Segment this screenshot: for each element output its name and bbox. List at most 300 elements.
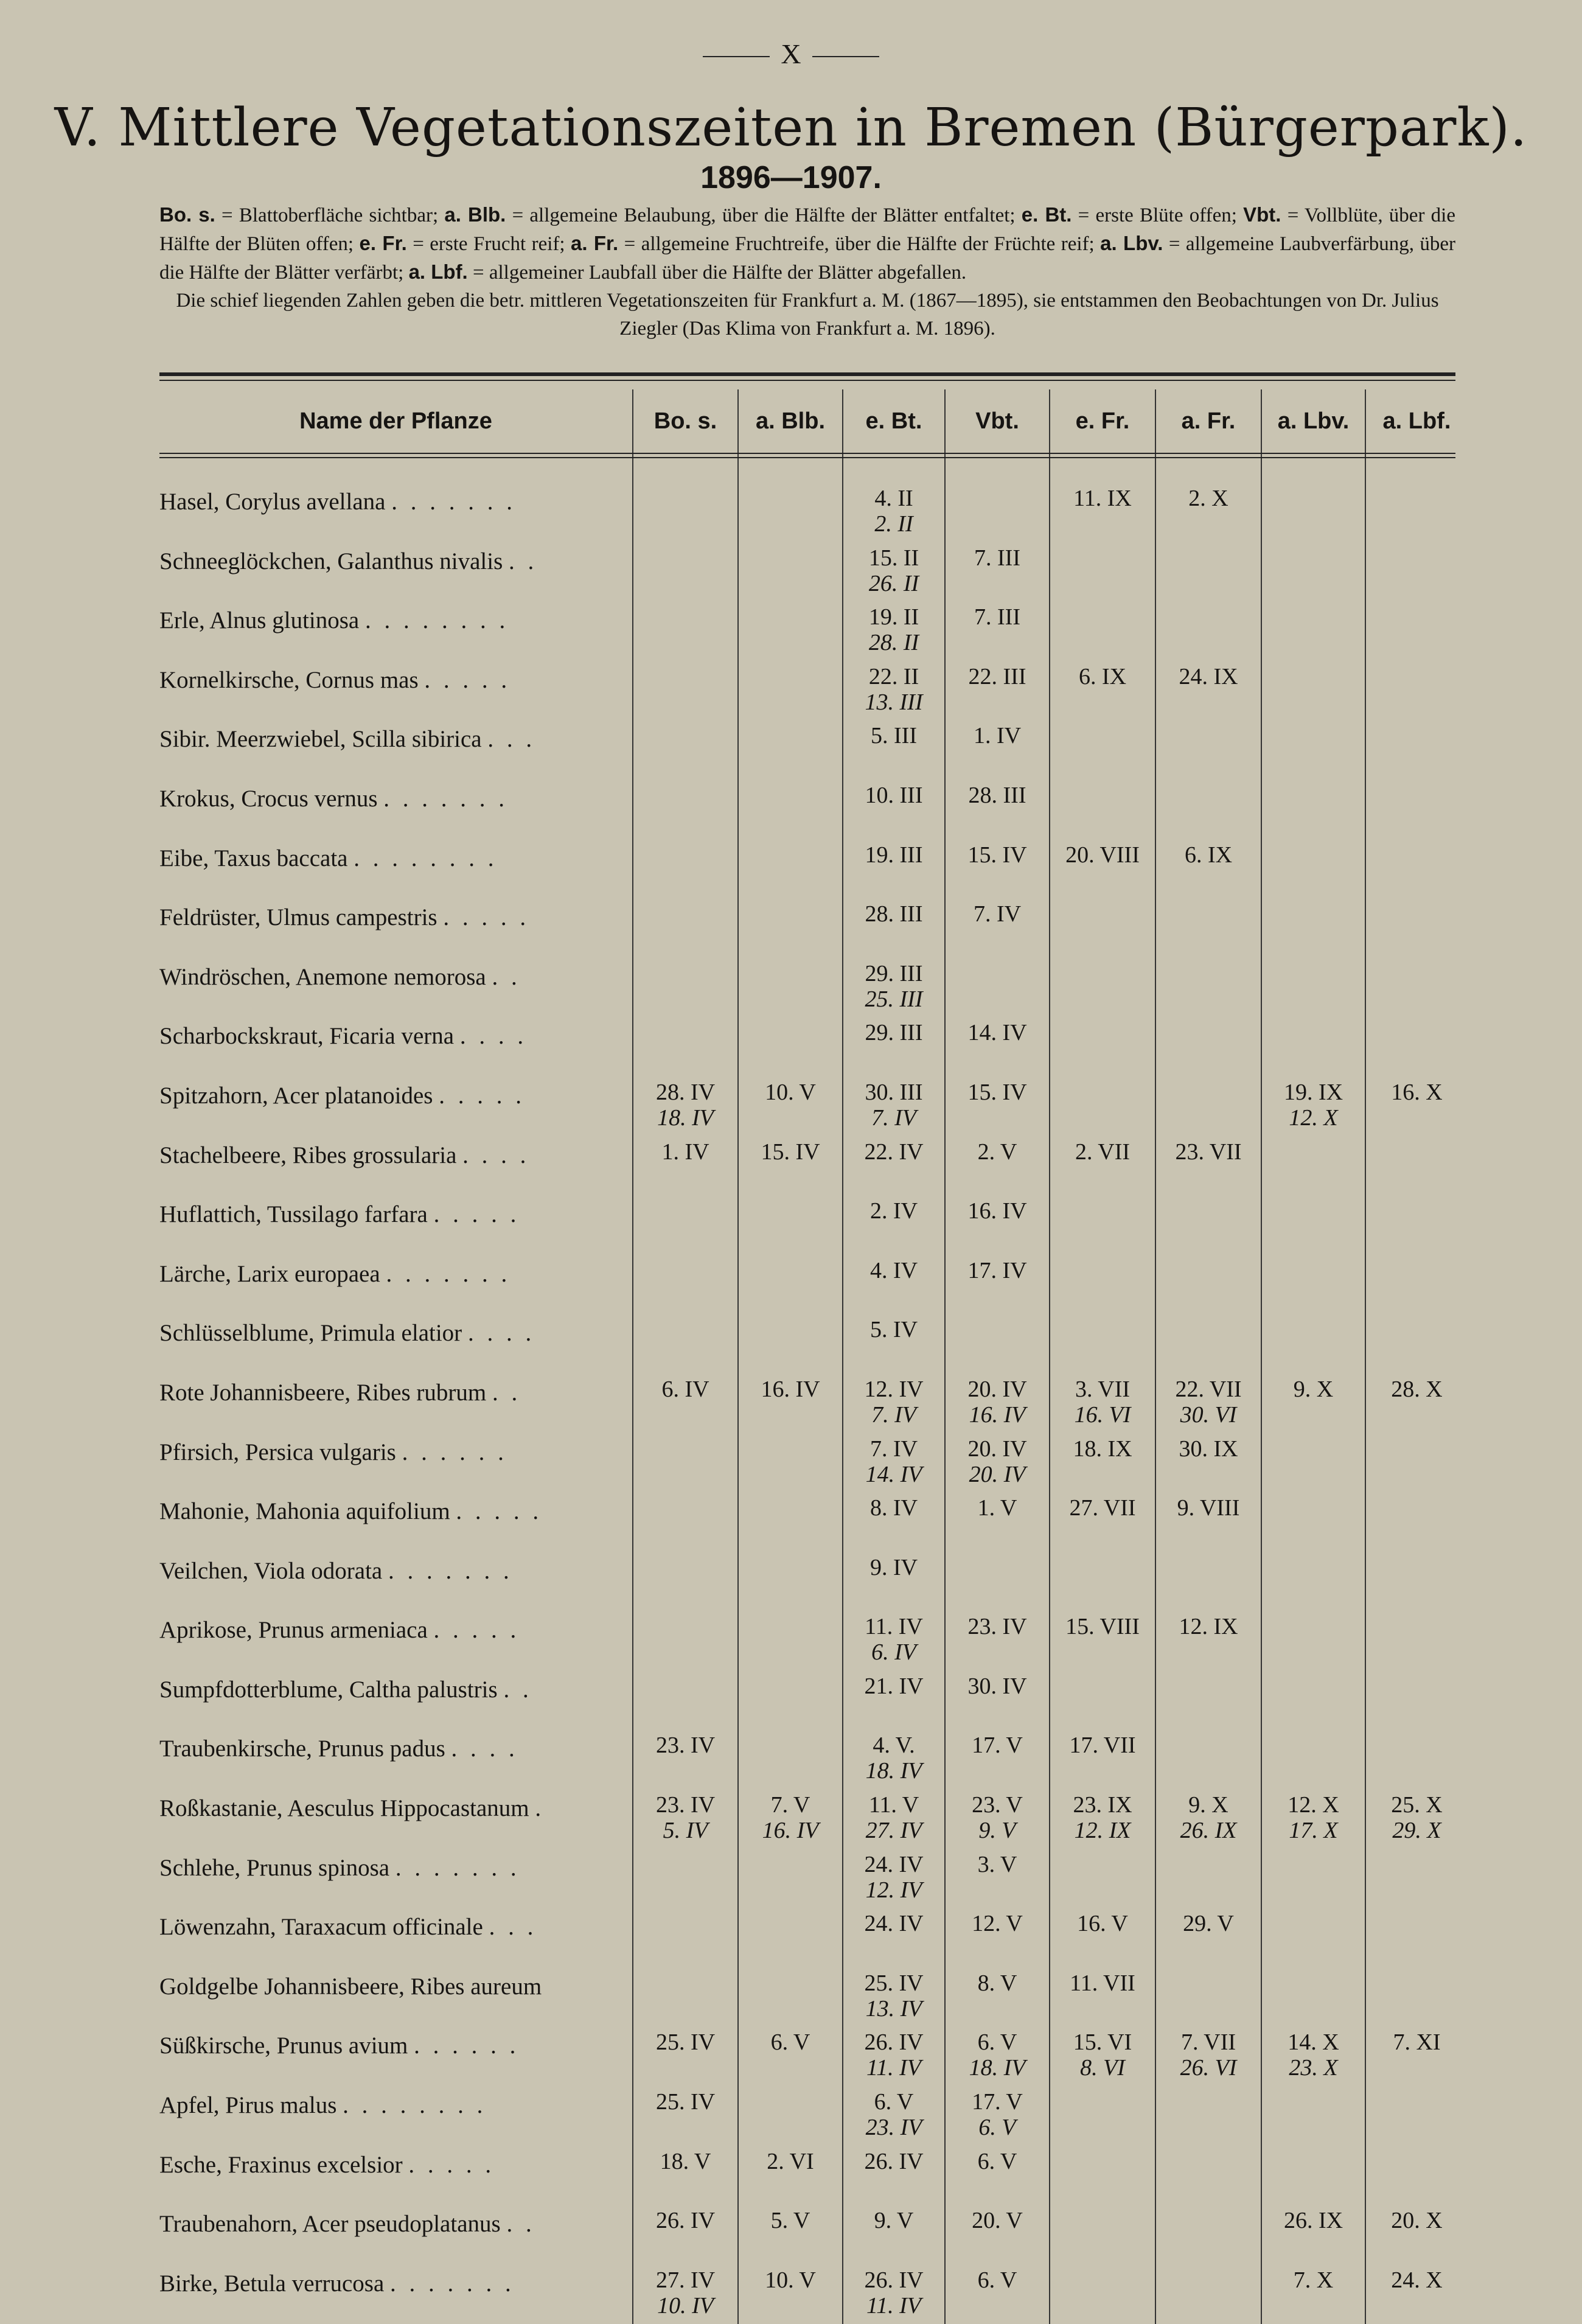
table-row <box>159 1077 1468 1137</box>
bremen-date: 26. IV <box>864 2029 924 2056</box>
plant-name-text: Traubenahorn, Acer pseudoplatanus <box>159 2211 507 2238</box>
date-cell <box>633 2205 738 2265</box>
date-cell <box>1050 1849 1155 1909</box>
date-cell <box>1155 1077 1261 1137</box>
column-header: a. Lbf. <box>1365 389 1468 453</box>
table-row <box>159 1374 1468 1434</box>
header-rule <box>159 453 1455 454</box>
bremen-date: 24. IV <box>864 1851 924 1877</box>
bremen-date: 16. X <box>1391 1079 1443 1105</box>
vegetation-table <box>159 389 1468 2324</box>
divider <box>812 56 879 57</box>
date-cell <box>945 1552 1050 1612</box>
top-rule <box>159 372 1455 376</box>
bremen-date: 5. IV <box>869 1317 918 1343</box>
plant-name-text: Pfirsich, Persica vulgaris <box>159 1439 402 1465</box>
date-cell <box>738 2027 843 2087</box>
leader-dots: . . . . . . . . <box>343 2092 487 2119</box>
leader-dots: . . . <box>489 1914 537 1941</box>
date-cell <box>945 1196 1050 1255</box>
table-row <box>159 1730 1468 1790</box>
bremen-date: 2. IV <box>869 1198 918 1224</box>
column-header: Bo. s. <box>633 389 738 453</box>
date-cell <box>633 2027 738 2087</box>
date-cell <box>843 1849 945 1909</box>
date-cell <box>1365 899 1468 958</box>
date-cell <box>1365 2265 1468 2324</box>
date-cell <box>738 2146 843 2206</box>
date-cell <box>1261 899 1365 958</box>
date-cell <box>1050 543 1155 602</box>
leader-dots: . . <box>509 548 538 574</box>
frankfurt-date: 27. IV <box>865 1818 922 1844</box>
date-cell <box>1155 1255 1261 1315</box>
plant-name-text: Schlüsselblume, Primula elatior <box>159 1320 468 1347</box>
table-row <box>159 840 1468 899</box>
date-cell <box>1365 2146 1468 2206</box>
bremen-date: 12. IX <box>1179 1614 1238 1640</box>
date-cell <box>1365 2027 1468 2087</box>
date-cell <box>1155 483 1261 543</box>
date-cell <box>1050 1255 1155 1315</box>
date-cell <box>633 840 738 899</box>
date-cell <box>1261 2265 1365 2324</box>
date-cell <box>945 2146 1050 2206</box>
date-cell <box>1365 602 1468 661</box>
plant-name <box>159 721 633 780</box>
leader-dots: . . . . <box>462 1142 530 1168</box>
date-cell <box>1261 1849 1365 1909</box>
date-cell <box>1155 721 1261 780</box>
date-cell <box>738 780 843 840</box>
date-cell <box>738 1314 843 1374</box>
bremen-date: 12. IV <box>864 1376 924 1402</box>
date-cell <box>945 1077 1050 1137</box>
plant-name-text: Birke, Betula verrucosa <box>159 2270 391 2297</box>
bremen-date: 26. IX <box>1283 2208 1343 2234</box>
date-cell <box>1365 1137 1468 1196</box>
source-note: Die schief liegenden Zahlen geben die betr. mittleren Vegetationszeiten für Frankfurt a. M. (1867—1895), sie entstammen den Beobachtungen von Dr. Julius Ziegler (Das Klima von Frankfurt a. M. 1896). <box>176 290 1439 340</box>
bremen-date: 22. III <box>968 663 1026 689</box>
date-cell <box>1261 1314 1365 1374</box>
page-title: V. Mittlere Vegetationszeiten in Bremen (Bürgerpark). <box>54 97 1528 158</box>
leader-dots: . . . . . <box>433 1617 520 1644</box>
bremen-date: 26. IV <box>864 2148 924 2174</box>
plant-name-text: Schlehe, Prunus spinosa <box>159 1854 396 1881</box>
leader-dots: . . . . . . . <box>383 785 509 812</box>
date-cell <box>633 1611 738 1671</box>
date-cell <box>843 1730 945 1790</box>
date-cell <box>945 2087 1050 2146</box>
bremen-date: 28. X <box>1391 1376 1443 1402</box>
date-cell <box>633 661 738 721</box>
date-cell <box>1155 1671 1261 1731</box>
legend <box>159 201 1455 343</box>
frankfurt-date: 18. IV <box>865 1758 922 1784</box>
date-cell <box>1155 1968 1261 2028</box>
date-cell <box>1261 1908 1365 1968</box>
plant-name-text: Roßkastanie, Aesculus Hippocastanum <box>159 1795 535 1822</box>
date-cell <box>738 2087 843 2146</box>
bremen-date: 14. X <box>1288 2029 1339 2056</box>
bremen-date: 8. IV <box>869 1495 918 1521</box>
bremen-date: 25. IV <box>655 2029 716 2056</box>
column-header: e. Bt. <box>843 389 945 453</box>
bremen-date: 4. IV <box>869 1257 918 1283</box>
bremen-date: 10. III <box>865 782 923 808</box>
date-cell <box>1155 1374 1261 1434</box>
table-row <box>159 543 1468 602</box>
date-cell <box>738 1849 843 1909</box>
date-cell <box>945 1314 1050 1374</box>
bremen-date: 9. V <box>874 2208 914 2234</box>
date-cell <box>1365 1790 1468 1849</box>
frankfurt-date: 25. III <box>865 986 923 1012</box>
date-cell <box>1050 780 1155 840</box>
date-cell <box>1365 780 1468 840</box>
legend-definition: = Vollblüte, über die Hälfte der Blüten offen; <box>159 204 1455 255</box>
bremen-date: 6. V <box>977 2029 1017 2056</box>
bremen-date: 19. II <box>868 604 919 630</box>
plant-name <box>159 1730 633 1790</box>
date-cell <box>1155 602 1261 661</box>
date-cell <box>843 721 945 780</box>
date-cell <box>633 1017 738 1077</box>
leader-dots: . . . . . . . <box>390 2270 515 2297</box>
date-cell <box>945 1968 1050 2028</box>
top-rule-thin <box>159 380 1455 381</box>
bremen-date: 11. IV <box>865 1614 923 1640</box>
bremen-date: 25. X <box>1391 1792 1443 1818</box>
column-header: Vbt. <box>945 389 1050 453</box>
column-header: a. Fr. <box>1155 389 1261 453</box>
plant-name <box>159 1314 633 1374</box>
date-cell <box>1155 1196 1261 1255</box>
date-cell <box>1050 2146 1155 2206</box>
bremen-date: 17. IV <box>967 1257 1027 1283</box>
date-cell <box>633 543 738 602</box>
date-cell <box>738 1968 843 2028</box>
bremen-date: 18. IX <box>1073 1436 1132 1462</box>
frankfurt-date: 14. IV <box>865 1461 922 1487</box>
leader-dots: . . . . . <box>433 1201 520 1228</box>
page-number <box>0 38 1582 70</box>
date-cell <box>1050 1137 1155 1196</box>
bremen-date: 2. V <box>977 1139 1017 1165</box>
date-cell <box>945 661 1050 721</box>
bremen-date: 8. V <box>977 1970 1017 1996</box>
bremen-date: 7. IV <box>869 1436 918 1462</box>
table-row <box>159 1908 1468 1968</box>
bremen-date: 19. IX <box>1283 1079 1343 1105</box>
abbreviation-legend <box>159 201 1455 287</box>
date-cell <box>1050 1671 1155 1731</box>
date-cell <box>738 1374 843 1434</box>
date-cell <box>738 840 843 899</box>
bremen-date: 9. IV <box>869 1554 918 1580</box>
date-cell <box>633 1849 738 1909</box>
date-cell <box>1155 2146 1261 2206</box>
leader-dots: . . . . . . <box>414 2033 520 2059</box>
date-cell <box>738 661 843 721</box>
date-cell <box>633 602 738 661</box>
date-cell <box>1261 1255 1365 1315</box>
date-cell <box>1050 1908 1155 1968</box>
date-cell <box>1261 1790 1365 1849</box>
date-cell <box>1261 2027 1365 2087</box>
frankfurt-date: 29. X <box>1392 1818 1441 1844</box>
bremen-date: 18. V <box>660 2148 711 2174</box>
date-cell <box>738 483 843 543</box>
year-range: 1896—1907. <box>700 160 882 195</box>
leader-dots: . . . . <box>459 1023 528 1050</box>
bremen-date: 15. IV <box>967 1079 1027 1105</box>
date-cell <box>1261 721 1365 780</box>
bremen-date: 30. IV <box>967 1673 1027 1699</box>
date-cell <box>1261 1968 1365 2028</box>
plant-name <box>159 1374 633 1434</box>
date-cell <box>843 1196 945 1255</box>
table-row <box>159 2027 1468 2087</box>
bremen-date: 23. IV <box>967 1614 1027 1640</box>
date-cell <box>633 1968 738 2028</box>
table-row <box>159 483 1468 543</box>
date-cell <box>1365 1611 1468 1671</box>
plant-name <box>159 1077 633 1137</box>
date-cell <box>633 483 738 543</box>
date-cell <box>1365 1196 1468 1255</box>
date-cell <box>1155 899 1261 958</box>
legend-definition: = allgemeine Belaubung, über die Hälfte der Blätter entfaltet; <box>506 204 1022 226</box>
plant-name <box>159 1255 633 1315</box>
date-cell <box>738 2205 843 2265</box>
plant-name <box>159 1611 633 1671</box>
date-cell <box>843 840 945 899</box>
date-cell <box>738 899 843 958</box>
date-cell <box>633 1730 738 1790</box>
bremen-date: 20. VIII <box>1065 842 1140 868</box>
date-cell <box>1050 840 1155 899</box>
leader-dots: . . . . . <box>443 904 530 931</box>
date-cell <box>843 899 945 958</box>
table-row <box>159 958 1468 1018</box>
bremen-date: 10. V <box>765 2267 816 2293</box>
date-cell <box>1365 1968 1468 2028</box>
plant-name-text: Erle, Alnus glutinosa <box>159 607 365 634</box>
date-cell <box>843 1314 945 1374</box>
plant-name <box>159 1434 633 1493</box>
date-cell <box>1365 721 1468 780</box>
bremen-date: 24. X <box>1391 2267 1443 2293</box>
date-cell <box>1365 1255 1468 1315</box>
legend-definition: = erste Blüte offen; <box>1072 204 1244 226</box>
frankfurt-date: 26. II <box>868 570 919 596</box>
bremen-date: 16. V <box>1077 1911 1128 1937</box>
date-cell <box>633 2146 738 2206</box>
legend-abbreviation: e. Bt. <box>1021 203 1072 226</box>
frankfurt-date: 12. X <box>1289 1104 1338 1131</box>
legend-definition: = erste Frucht reif; <box>406 233 571 255</box>
date-cell <box>1050 2205 1155 2265</box>
date-cell <box>738 1196 843 1255</box>
date-cell <box>843 1077 945 1137</box>
date-cell <box>945 2205 1050 2265</box>
date-cell <box>1261 1196 1365 1255</box>
frankfurt-date: 7. IV <box>871 1401 916 1428</box>
date-cell <box>843 1968 945 2028</box>
date-cell <box>1365 2205 1468 2265</box>
plant-name-text: Eibe, Taxus baccata <box>159 845 354 871</box>
bremen-date: 11. IX <box>1073 486 1132 511</box>
bremen-date: 26. IV <box>864 2267 924 2293</box>
plant-name-text: Spitzahorn, Acer platanoides <box>159 1082 439 1109</box>
date-cell <box>1261 1730 1365 1790</box>
date-cell <box>1155 1730 1261 1790</box>
date-cell <box>738 602 843 661</box>
date-cell <box>945 1255 1050 1315</box>
date-cell <box>945 1730 1050 1790</box>
date-cell <box>945 840 1050 899</box>
plant-name-text: Mahonie, Mahonia aquifolium <box>159 1498 456 1525</box>
date-cell <box>738 1493 843 1552</box>
plant-name <box>159 1849 633 1909</box>
date-cell <box>1155 2087 1261 2146</box>
table-body <box>159 453 1468 2324</box>
date-cell <box>1261 602 1365 661</box>
frankfurt-date: 10. IV <box>657 2292 714 2319</box>
plant-name-text: Scharbockskraut, Ficaria verna <box>159 1023 460 1050</box>
plant-name-text: Löwenzahn, Taraxacum officinale <box>159 1914 489 1941</box>
legend-abbreviation: a. Blb. <box>444 203 506 226</box>
date-cell <box>633 1374 738 1434</box>
date-cell <box>945 1493 1050 1552</box>
date-cell <box>1155 1434 1261 1493</box>
bremen-date: 30. III <box>865 1079 923 1105</box>
frankfurt-date: 6. IV <box>871 1639 916 1666</box>
bremen-date: 20. V <box>972 2208 1023 2234</box>
frankfurt-date: 16. IV <box>969 1401 1026 1428</box>
bremen-date: 6. IV <box>661 1376 709 1402</box>
date-cell <box>1365 1434 1468 1493</box>
date-cell <box>1261 840 1365 899</box>
date-cell <box>1050 2087 1155 2146</box>
bremen-date: 4. II <box>874 486 913 511</box>
plant-name <box>159 2205 633 2265</box>
date-cell <box>843 1790 945 1849</box>
bremen-date: 11. V <box>868 1792 919 1818</box>
date-cell <box>1261 2146 1365 2206</box>
bremen-date: 1. IV <box>661 1139 709 1165</box>
bremen-date: 5. III <box>871 723 917 749</box>
leader-dots: . . . . . . . . <box>354 845 498 871</box>
date-cell <box>633 721 738 780</box>
bremen-date: 6. IX <box>1184 842 1233 868</box>
plant-name-text: Esche, Fraxinus excelsior <box>159 2151 409 2178</box>
date-cell <box>945 2265 1050 2324</box>
date-cell <box>945 721 1050 780</box>
date-cell <box>1365 1730 1468 1790</box>
date-cell <box>1365 1493 1468 1552</box>
plant-name-text: Krokus, Crocus vernus <box>159 785 384 812</box>
date-cell <box>843 661 945 721</box>
date-cell <box>945 602 1050 661</box>
date-cell <box>843 2265 945 2324</box>
bremen-date: 25. IV <box>864 1970 924 1996</box>
date-cell <box>1261 2205 1365 2265</box>
date-cell <box>843 1434 945 1493</box>
date-cell <box>1261 543 1365 602</box>
bremen-date: 21. IV <box>864 1673 924 1699</box>
table-row <box>159 1552 1468 1612</box>
frankfurt-date: 2. II <box>874 511 913 537</box>
frankfurt-date: 8. VI <box>1080 2055 1125 2081</box>
bremen-date: 3. V <box>977 1851 1017 1877</box>
bremen-date: 23. IX <box>1073 1792 1132 1818</box>
frankfurt-date: 13. IV <box>865 1995 922 2022</box>
date-cell <box>843 1611 945 1671</box>
date-cell <box>633 1077 738 1137</box>
date-cell <box>1365 840 1468 899</box>
table-row <box>159 1434 1468 1493</box>
date-cell <box>1050 1552 1155 1612</box>
date-cell <box>945 1611 1050 1671</box>
bremen-date: 4. V. <box>873 1733 915 1759</box>
date-cell <box>945 1374 1050 1434</box>
bremen-date: 28. III <box>968 782 1026 808</box>
date-cell <box>1050 958 1155 1018</box>
bremen-date: 6. V <box>874 2089 914 2115</box>
bremen-date: 29. III <box>865 960 923 986</box>
date-cell <box>843 602 945 661</box>
legend-definition: = allgemeine Laubverfärbung, über die Hälfte der Blätter verfärbt; <box>159 233 1456 284</box>
date-cell <box>1261 1137 1365 1196</box>
date-cell <box>1050 2027 1155 2087</box>
bremen-date: 1. V <box>977 1495 1017 1521</box>
bremen-date: 27. IV <box>655 2267 716 2293</box>
date-cell <box>1050 899 1155 958</box>
bremen-date: 7. III <box>974 604 1020 630</box>
date-cell <box>633 1908 738 1968</box>
legend-abbreviation: a. Fr. <box>571 232 619 254</box>
date-cell <box>1365 483 1468 543</box>
date-cell <box>633 1552 738 1612</box>
bremen-date: 11. VII <box>1070 1970 1135 1996</box>
leader-dots: . . . . <box>467 1320 535 1347</box>
frankfurt-date: 7. IV <box>871 1104 916 1131</box>
legend-abbreviation: a. Lbv. <box>1100 232 1163 254</box>
frankfurt-date: 16. VI <box>1074 1401 1131 1428</box>
leader-dots: . . . <box>487 726 536 753</box>
bremen-date: 2. VII <box>1075 1139 1131 1165</box>
date-cell <box>1155 1493 1261 1552</box>
bremen-date: 15. IV <box>761 1139 820 1165</box>
table-row <box>159 661 1468 721</box>
leader-dots: . . . . . <box>408 2151 495 2178</box>
date-cell <box>1365 1671 1468 1731</box>
date-cell <box>1155 780 1261 840</box>
date-cell <box>945 1137 1050 1196</box>
plant-name-text: Traubenkirsche, Prunus padus <box>159 1736 451 1762</box>
date-cell <box>738 1077 843 1137</box>
date-cell <box>1050 1374 1155 1434</box>
table-row <box>159 1611 1468 1671</box>
plant-name-text: Süßkirsche, Prunus avium <box>159 2033 414 2059</box>
date-cell <box>1155 2205 1261 2265</box>
plant-name-text: Apfel, Pirus malus <box>159 2092 343 2119</box>
date-cell <box>1050 661 1155 721</box>
bremen-date: 12. X <box>1288 1792 1339 1818</box>
frankfurt-date: 12. IX <box>1074 1818 1131 1844</box>
